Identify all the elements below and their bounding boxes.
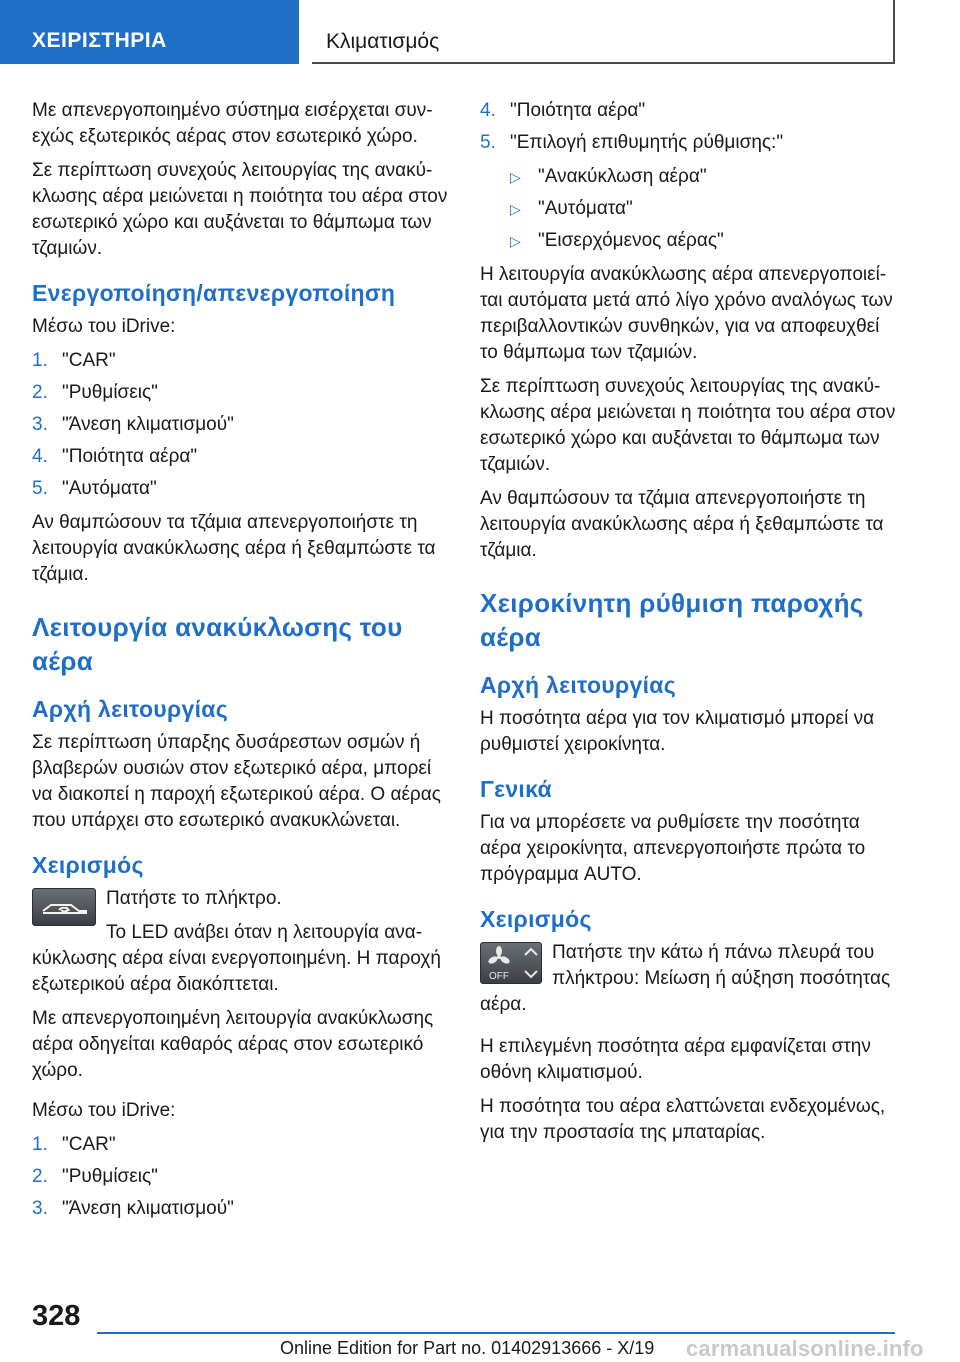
paragraph: Πατήστε την κάτω ή πάνω πλευρά του πλήκτρου: Μείωση ή αύξηση ποσότητας αέρα.: [480, 942, 891, 1015]
heading-general: Γενικά: [480, 776, 552, 802]
step-text: "Ποιότητα αέρα": [510, 100, 646, 121]
steps-list: [32, 348, 452, 502]
step-text: "Άνεση κλιματισμού": [62, 1198, 234, 1219]
steps-list: [480, 98, 900, 156]
paragraph: Μέσω του iDrive:: [32, 1100, 176, 1121]
heading-principle: Αρχή λειτουργίας: [32, 696, 228, 722]
paragraph: Μέσω του iDrive:: [32, 316, 176, 337]
page-number: 328: [32, 1300, 81, 1332]
triangle-bullet-icon: ▷: [510, 169, 521, 185]
steps-list: [32, 1132, 452, 1222]
section-title: ΧΕΙΡΙΣΤΗΡΙΑ: [32, 29, 167, 52]
heading-manual-airflow: Χειροκίνητη ρύθμιση παροχής αέρα: [480, 588, 864, 652]
step-number: 4.: [32, 446, 48, 467]
chapter-title: Κλιματισμός: [326, 30, 440, 53]
step-number: 1.: [32, 1134, 48, 1155]
footer-divider: [97, 1332, 895, 1334]
paragraph: Η ποσότητα του αέρα ελαττώνεται ενδεχομένως, για την προστασία της μπαταρίας.: [480, 1096, 886, 1143]
fan-off-label: OFF: [489, 971, 509, 982]
step-text: "Άνεση κλιματισμού": [62, 414, 234, 435]
step-number: 2.: [32, 382, 48, 403]
step-text: "Αυτόματα": [62, 478, 157, 499]
paragraph: Με απενεργοποιημένη λειτουργία ανακύκλωσης αέρα οδηγείται καθαρός αέρας στον εσωτερικό χώρο.: [32, 1008, 434, 1081]
heading-activation: Ενεργοποίηση/απενεργοποίηση: [32, 280, 396, 306]
list-item: [32, 476, 452, 502]
step-number: 5.: [480, 132, 496, 153]
list-item: [32, 1132, 452, 1158]
left-column: [32, 98, 452, 1230]
list-item: [32, 348, 452, 374]
triangle-bullet-icon: ▷: [510, 233, 521, 249]
list-item: [32, 444, 452, 470]
step-number: 4.: [480, 100, 496, 121]
paragraph: Αν θαμπώσουν τα τζάμια απενεργοποιήστε τη λειτουργία ανακύκλωσης αέρα ή ξεθαμπώστε τα τζάμια.: [32, 512, 436, 585]
options-list: [480, 164, 900, 254]
step-number: 1.: [32, 350, 48, 371]
paragraph: Η ποσότητα αέρα για τον κλιματισμό μπορεί να ρυθμιστεί χειροκίνητα.: [480, 708, 875, 755]
section-tab: [0, 0, 299, 64]
paragraph: Σε περίπτωση ύπαρξης δυσάρεστων οσμών ή βλαβερών ουσιών στον εξωτερικό αέρα, μπορεί να διακοπεί η παροχή εξωτερικού αέρα. Ο αέρας που υπάρχει στο εσωτερικό ανακυκλώνεται.: [32, 732, 441, 831]
list-item: [480, 228, 900, 254]
paragraph: Αν θαμπώσουν τα τζάμια απενεργοποιήστε τη λειτουργία ανακύκλωσης αέρα ή ξεθαμπώστε τα τζάμια.: [480, 488, 884, 561]
list-item: [480, 196, 900, 222]
step-text: "Ποιότητα αέρα": [62, 446, 198, 467]
list-item: [32, 1196, 452, 1222]
step-text: "CAR": [62, 350, 116, 371]
chapter-tab: [312, 0, 895, 64]
step-text: "CAR": [62, 1134, 116, 1155]
list-item: [480, 164, 900, 190]
list-item: [32, 412, 452, 438]
step-number: 2.: [32, 1166, 48, 1187]
fan-button-icon: [480, 942, 542, 984]
step-number: 3.: [32, 1198, 48, 1219]
heading-principle: Αρχή λειτουργίας: [480, 672, 676, 698]
list-item: [32, 380, 452, 406]
recirculation-button-icon: [32, 888, 96, 926]
paragraph: Πατήστε το πλήκτρο.: [106, 888, 282, 909]
triangle-bullet-icon: ▷: [510, 201, 521, 217]
heading-operation: Χειρισμός: [32, 852, 144, 878]
heading-operation: Χειρισμός: [480, 906, 592, 932]
paragraph: Η λειτουργία ανακύκλωσης αέρα απενεργοποιεί-ται αυτόματα μετά από λίγο χρόνο αναλόγως των περιβαλλοντικών συνθηκών, για να αποφευχθεί το θάμπωμα των τζαμιών.: [480, 264, 893, 363]
paragraph: Για να μπορέσετε να ρυθμίσετε την ποσότητα αέρα χειροκίνητα, απενεργοποιήστε πρώτα το πρόγραμμα AUTO.: [480, 812, 866, 885]
footer-edition: Online Edition for Part no. 01402913666 - X/19: [280, 1338, 655, 1358]
step-number: 5.: [32, 478, 48, 499]
list-item: [32, 1164, 452, 1190]
option-text: "Εισερχόμενος αέρας": [538, 230, 724, 251]
paragraph: Με απενεργοποιημένο σύστημα εισέρχεται συν-εχώς εξωτερικός αέρας στον εσωτερικό χώρο.: [32, 100, 433, 147]
paragraph: Η επιλεγμένη ποσότητα αέρα εμφανίζεται στην οθόνη κλιματισμού.: [480, 1036, 871, 1083]
option-text: "Αυτόματα": [538, 198, 633, 219]
step-number: 3.: [32, 414, 48, 435]
list-item: [480, 130, 900, 156]
watermark: carmanualsonline.info: [686, 1336, 924, 1361]
right-column: [480, 98, 900, 1154]
option-text: "Ανακύκλωση αέρα": [538, 166, 707, 187]
paragraph: Σε περίπτωση συνεχούς λειτουργίας της ανακύ-κλωσης αέρα μειώνεται η ποιότητα του αέρα στον εσωτερικό χώρο και αυξάνεται το θάμπωμα των τζαμιών.: [480, 376, 896, 475]
step-text: "Ρυθμίσεις": [62, 382, 158, 403]
step-text: "Ρυθμίσεις": [62, 1166, 158, 1187]
step-text: "Επιλογή επιθυμητής ρύθμισης:": [510, 132, 784, 153]
heading-recirculation: Λειτουργία ανακύκλωσης του αέρα: [32, 612, 403, 676]
paragraph: Σε περίπτωση συνεχούς λειτουργίας της ανακύ-κλωσης αέρα μειώνεται η ποιότητα του αέρα στον εσωτερικό χώρο και αυξάνεται το θάμπωμα των τζαμιών.: [32, 160, 448, 259]
paragraph: Το LED ανάβει όταν η λειτουργία ανα-κύκλωσης αέρα είναι ενεργοποιημένη. Η παροχή εξωτερικού αέρα διακόπτεται.: [32, 922, 441, 995]
list-item: [480, 98, 900, 124]
